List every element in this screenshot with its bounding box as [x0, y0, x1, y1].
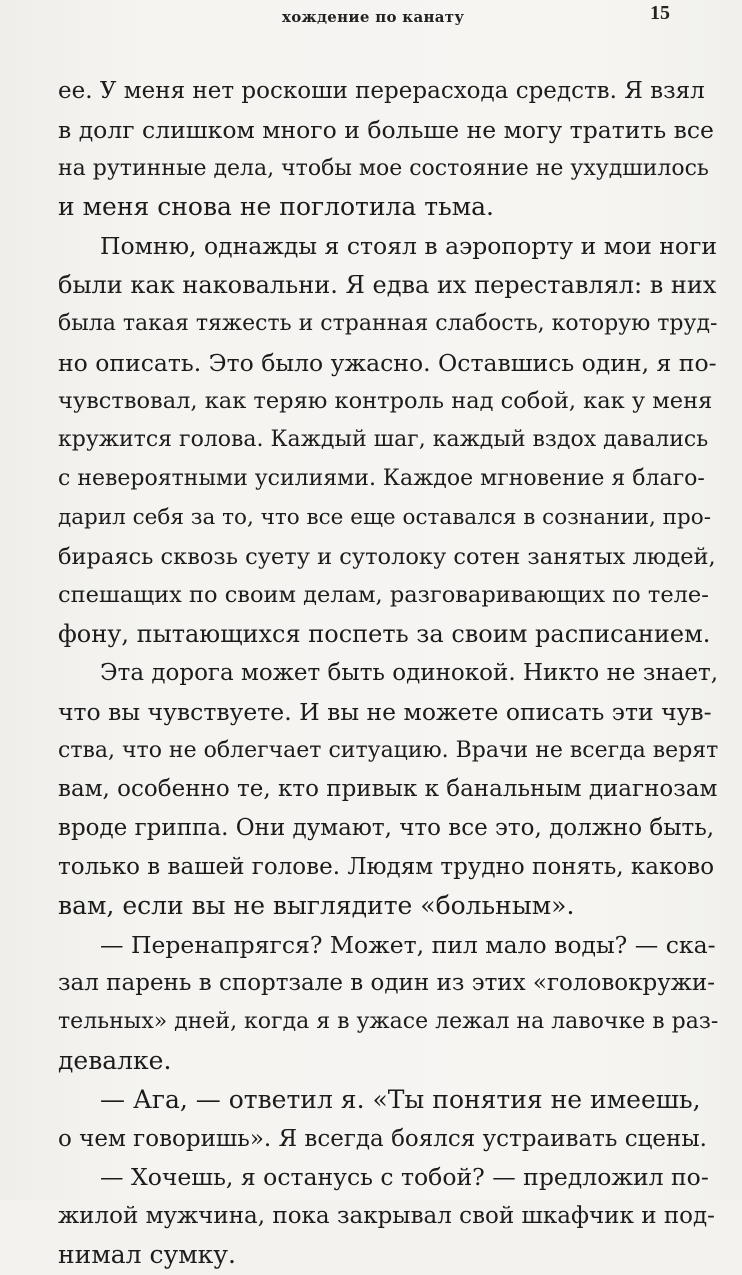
running-title: хождение по канату: [282, 8, 465, 26]
text-line: в долг слишком много и больше не могу тратить все: [58, 115, 714, 144]
text-line: чувствовал, как теряю контроль над собой, как у меня: [58, 388, 713, 415]
text-line: но описать. Это было ужасно. Оставшись один, я по-: [58, 348, 717, 377]
text-line: кружится голова. Каждый шаг, каждый вздох давались: [58, 427, 709, 453]
text-line: дарил себя за то, что все еще оставался в сознании, про-: [58, 504, 711, 530]
body-text: [58, 72, 718, 1275]
text-line: и меня снова не поглотила тьма.: [58, 192, 494, 222]
text-line: Эта дорога может быть одинокой. Никто не знает,: [100, 659, 718, 686]
text-line: были как наковальни. Я едва их переставлял: в них: [58, 270, 717, 299]
text-line: девалке.: [58, 1045, 172, 1075]
text-line: нимал сумку.: [58, 1239, 236, 1269]
text-line: зал парень в спортзале в один из этих «головокружи-: [58, 970, 716, 997]
text-line: только в вашей голове. Людям трудно понять, каково: [58, 853, 715, 880]
text-line: вам, особенно те, кто привык к банальным диагнозам: [58, 776, 718, 803]
text-line: спешащих по своим делам, разговаривающих по теле-: [58, 582, 709, 609]
text-line: фону, пытающихся поспеть за своим расписанием.: [58, 620, 711, 649]
text-line: ства, что не облегчает ситуацию. Врачи не всегда верят: [58, 737, 718, 763]
text-line: — Ага, — ответил я. «Ты понятия не имеешь,: [100, 1084, 701, 1114]
text-line: жилой мужчина, пока закрывал свой шкафчик и под-: [58, 1203, 715, 1230]
text-line: что вы чувствуете. И вы не можете описать эти чув-: [58, 697, 712, 726]
text-line: с невероятными усилиями. Каждое мгновение я благо-: [58, 465, 705, 491]
text-line: — Перенапрягся? Может, пил мало воды? — ска-: [100, 930, 716, 959]
text-line: была такая тяжесть и странная слабость, которую труд-: [58, 310, 718, 336]
text-line: бираясь сквозь суету и сутолоку сотен занятых людей,: [58, 543, 716, 570]
text-line: — Хочешь, я останусь с тобой? — предложил по-: [100, 1163, 709, 1192]
text-line: ее. У меня нет роскоши перерасхода средств. Я взял: [58, 78, 705, 104]
page-number: 15: [650, 2, 670, 24]
text-line: о чем говоришь». Я всегда боялся устраивать сцены.: [58, 1125, 707, 1152]
text-line: Помню, однажды я стоял в аэропорту и мои ноги: [100, 232, 718, 261]
text-line: на рутинные дела, чтобы мое состояние не ухудшилось: [58, 155, 709, 181]
text-line: тельных» дней, когда я в ужасе лежал на лавочке в раз-: [58, 1009, 718, 1035]
text-line: вроде гриппа. Они думают, что все это, должно быть,: [58, 815, 715, 842]
text-line: вам, если вы не выглядите «больным».: [58, 890, 575, 920]
